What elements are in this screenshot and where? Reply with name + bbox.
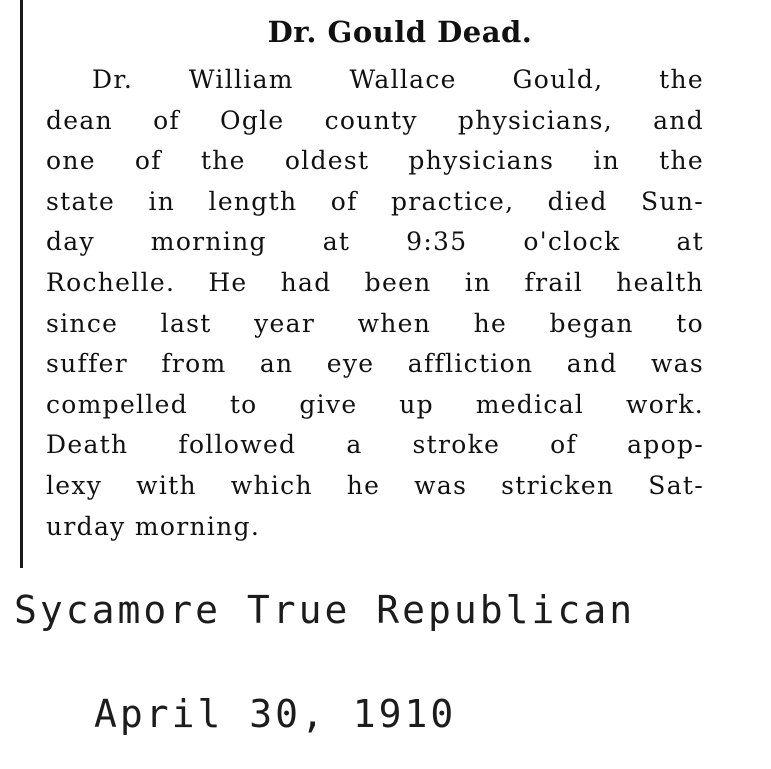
article-line: lexy with which he was stricken Sat- xyxy=(46,470,704,500)
date-caption: April 30, 1910 xyxy=(94,692,457,736)
article-line: urday morning. xyxy=(46,511,261,541)
article-line: dean of Ogle county physicians, and xyxy=(46,105,704,135)
article-body xyxy=(46,60,704,547)
article-line: since last year when he began to xyxy=(46,308,704,338)
article-line: day morning at 9:35 o'clock at xyxy=(46,227,704,257)
article-line: one of the oldest physicians in the xyxy=(46,146,704,176)
article-headline: Dr. Gould Dead. xyxy=(267,15,533,49)
article-line: Dr. William Wallace Gould, the xyxy=(92,65,704,94)
column-rule xyxy=(20,0,23,568)
article-line: suffer from an eye affliction and was xyxy=(46,349,704,379)
article-line: Rochelle. He had been in frail health xyxy=(46,267,704,297)
source-caption: Sycamore True Republican xyxy=(14,588,636,632)
article-line: state in length of practice, died Sun- xyxy=(46,186,704,216)
article-line: compelled to give up medical work. xyxy=(46,389,704,419)
article-line: Death followed a stroke of apop- xyxy=(46,430,704,460)
